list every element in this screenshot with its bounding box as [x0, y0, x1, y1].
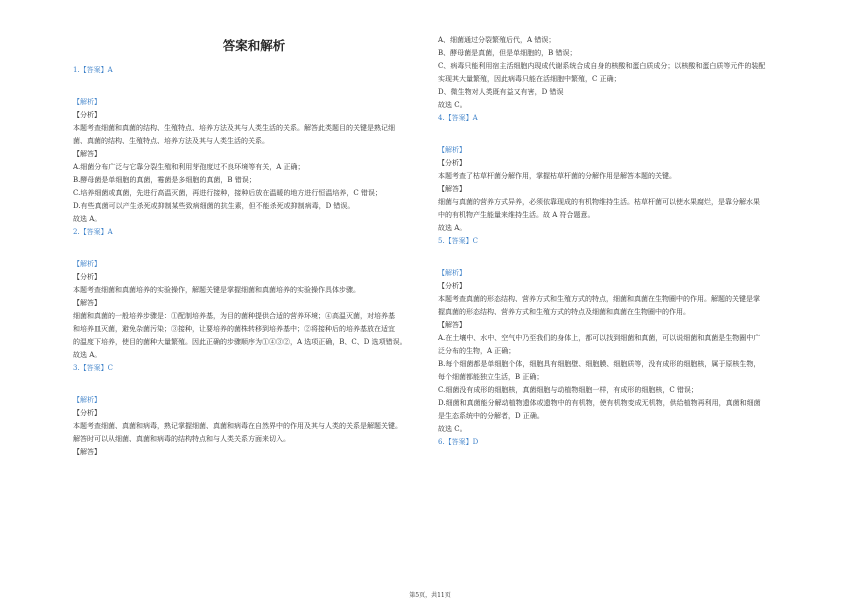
- section-analysis: 【分析】: [73, 111, 101, 119]
- text-line: 细菌和真菌的一般培养步骤是：①配制培养基，为目的菌种提供合适的营养环境；④高温灭菌，对培养基: [73, 312, 395, 320]
- text-line: 菌、真菌的结构、生殖特点、培养方法及其与人类生活的关系。: [73, 137, 269, 145]
- text-line: 本题考查了枯草杆菌分解作用，掌握枯草杆菌的分解作用是解答本题的关键。: [438, 172, 676, 180]
- text-line: D.细菌和真菌能分解动植物遗体或遗物中的有机物，使有机物变成无机物，供给植物再利用，真菌和细菌: [438, 399, 761, 407]
- text-line: B.酵母菌是单细胞的真菌，霉菌是多细胞的真菌，B 错误；: [73, 176, 256, 184]
- answer-5: 5.【答案】C: [438, 237, 479, 245]
- text-line: 故选 A。: [438, 224, 467, 232]
- text-line: 实现其大量繁殖，因此病毒只能在活细胞中繁殖，C 正确；: [438, 75, 621, 83]
- answer-1: 1.【答案】A: [73, 66, 113, 74]
- text-line: 细菌与真菌的营养方式异养，必须依靠现成的有机物维持生活。枯草杆菌可以使水果腐烂，是靠分解水果: [438, 198, 760, 206]
- answer-4: 4.【答案】A: [438, 114, 478, 122]
- text-line: A.在土壤中、水中、空气中乃至我们的身体上，都可以找到细菌和真菌，可以说细菌和真菌是生物圈中广: [438, 334, 761, 342]
- text-line: B、酵母菌是真菌，但是单细胞的，B 错误；: [438, 49, 577, 57]
- left-column: [73, 0, 435, 459]
- text-line: 故选 C。: [438, 425, 467, 433]
- section-solution: 【解答】: [438, 321, 466, 329]
- right-column: [438, 0, 800, 449]
- text-line: 本题考查细菌和真菌培养的实验操作，解题关键是掌握细菌和真菌培养的实验操作具体步骤。: [73, 286, 360, 294]
- text-line: 故选 A。: [73, 215, 102, 223]
- section-solution: 【解答】: [73, 150, 101, 158]
- answer-6: 6.【答案】D: [438, 438, 479, 446]
- analysis-tag: 【解析】: [73, 260, 101, 268]
- text-line: 本题考查细菌和真菌的结构、生殖特点、培养方法及其与人类生活的关系。解答此类题目的关键是熟记细: [73, 124, 395, 132]
- analysis-tag: 【解析】: [438, 146, 466, 154]
- page-title: 答案和解析: [222, 38, 286, 53]
- spacer: [73, 375, 435, 394]
- spacer: [438, 125, 800, 144]
- text-line: 中的有机物产生能量来维持生活。故 A 符合题意。: [438, 211, 595, 219]
- text-line: 握真菌的形态结构、营养方式和生殖方式的特点及细菌和真菌在生物圈中的作用。: [438, 308, 690, 316]
- text-line: C.培养细菌或真菌，先进行高温灭菌，再进行接种，接种后放在温暖的地方进行恒温培养，C 错误；: [73, 189, 382, 197]
- section-analysis: 【分析】: [73, 273, 101, 281]
- text-line: 泛分布的生物，A 正确；: [438, 347, 516, 355]
- text-line: 故选 A。: [73, 351, 102, 359]
- text-line: A、细菌通过分裂繁殖后代，A 错误；: [438, 36, 556, 44]
- page-footer: 第5页，共11页: [409, 592, 451, 599]
- text-line: 解答时可以从细菌、真菌和病毒的结构特点和与人类关系方面来切入。: [73, 435, 290, 443]
- text-line: 是生态系统中的分解者，D 正确。: [438, 412, 544, 420]
- section-solution: 【解答】: [73, 448, 101, 456]
- answer-3: 3.【答案】C: [73, 364, 114, 372]
- analysis-tag: 【解析】: [438, 269, 466, 277]
- section-analysis: 【分析】: [438, 282, 466, 290]
- analysis-tag: 【解析】: [73, 98, 101, 106]
- text-line: 本题考查真菌的形态结构、营养方式和生殖方式的特点，细菌和真菌在生物圈中的作用。解题的关键是掌: [438, 295, 760, 303]
- text-line: 本题考查细菌、真菌和病毒，熟记掌握细菌、真菌和病毒在自然界中的作用及其与人类的关系是解题关键。: [73, 422, 402, 430]
- text-line: C、病毒只能利用宿主活细胞内现成代谢系统合成自身的核酸和蛋白质成分；以核酸和蛋白质等元件的装配: [438, 62, 766, 70]
- text-line: D、微生物对人类既有益又有害，D 错误: [438, 88, 564, 96]
- text-line: A.细菌分布广泛与它靠分裂生殖和利用芽孢度过不良环境等有关，A 正确；: [73, 163, 305, 171]
- spacer: [73, 77, 435, 96]
- section-analysis: 【分析】: [438, 159, 466, 167]
- answer-2: 2.【答案】A: [73, 228, 113, 236]
- text-line: D.有些真菌可以产生杀死或抑制某些致病细菌的抗生素，但不能杀死或抑制病毒，D 错误。: [73, 202, 355, 210]
- spacer: [73, 239, 435, 258]
- text-line: 故选 C。: [438, 101, 467, 109]
- text-line: B.每个细菌都是单细胞个体，细胞具有细胞壁、细胞膜、细胞质等，没有成形的细胞核，属于原核生物，: [438, 360, 761, 368]
- text-line: 的温度下培养，使目的菌种大量繁殖。因此正确的步骤顺序为①④③②，A 选项正确，B、C、D 选项错误。: [73, 338, 407, 346]
- section-solution: 【解答】: [438, 185, 466, 193]
- text-line: 每个细菌都能独立生活，B 正确；: [438, 373, 544, 381]
- analysis-tag: 【解析】: [73, 396, 101, 404]
- section-solution: 【解答】: [73, 299, 101, 307]
- text-line: C.细菌没有成形的细胞核，真菌细胞与动植物细胞一样，有成形的细胞核，C 错误；: [438, 386, 698, 394]
- spacer: [438, 248, 800, 267]
- section-analysis: 【分析】: [73, 409, 101, 417]
- text-line: 和培养皿灭菌，避免杂菌污染；③接种，让要培养的菌株转移到培养基中；②将接种后的培养基放在适宜: [73, 325, 395, 333]
